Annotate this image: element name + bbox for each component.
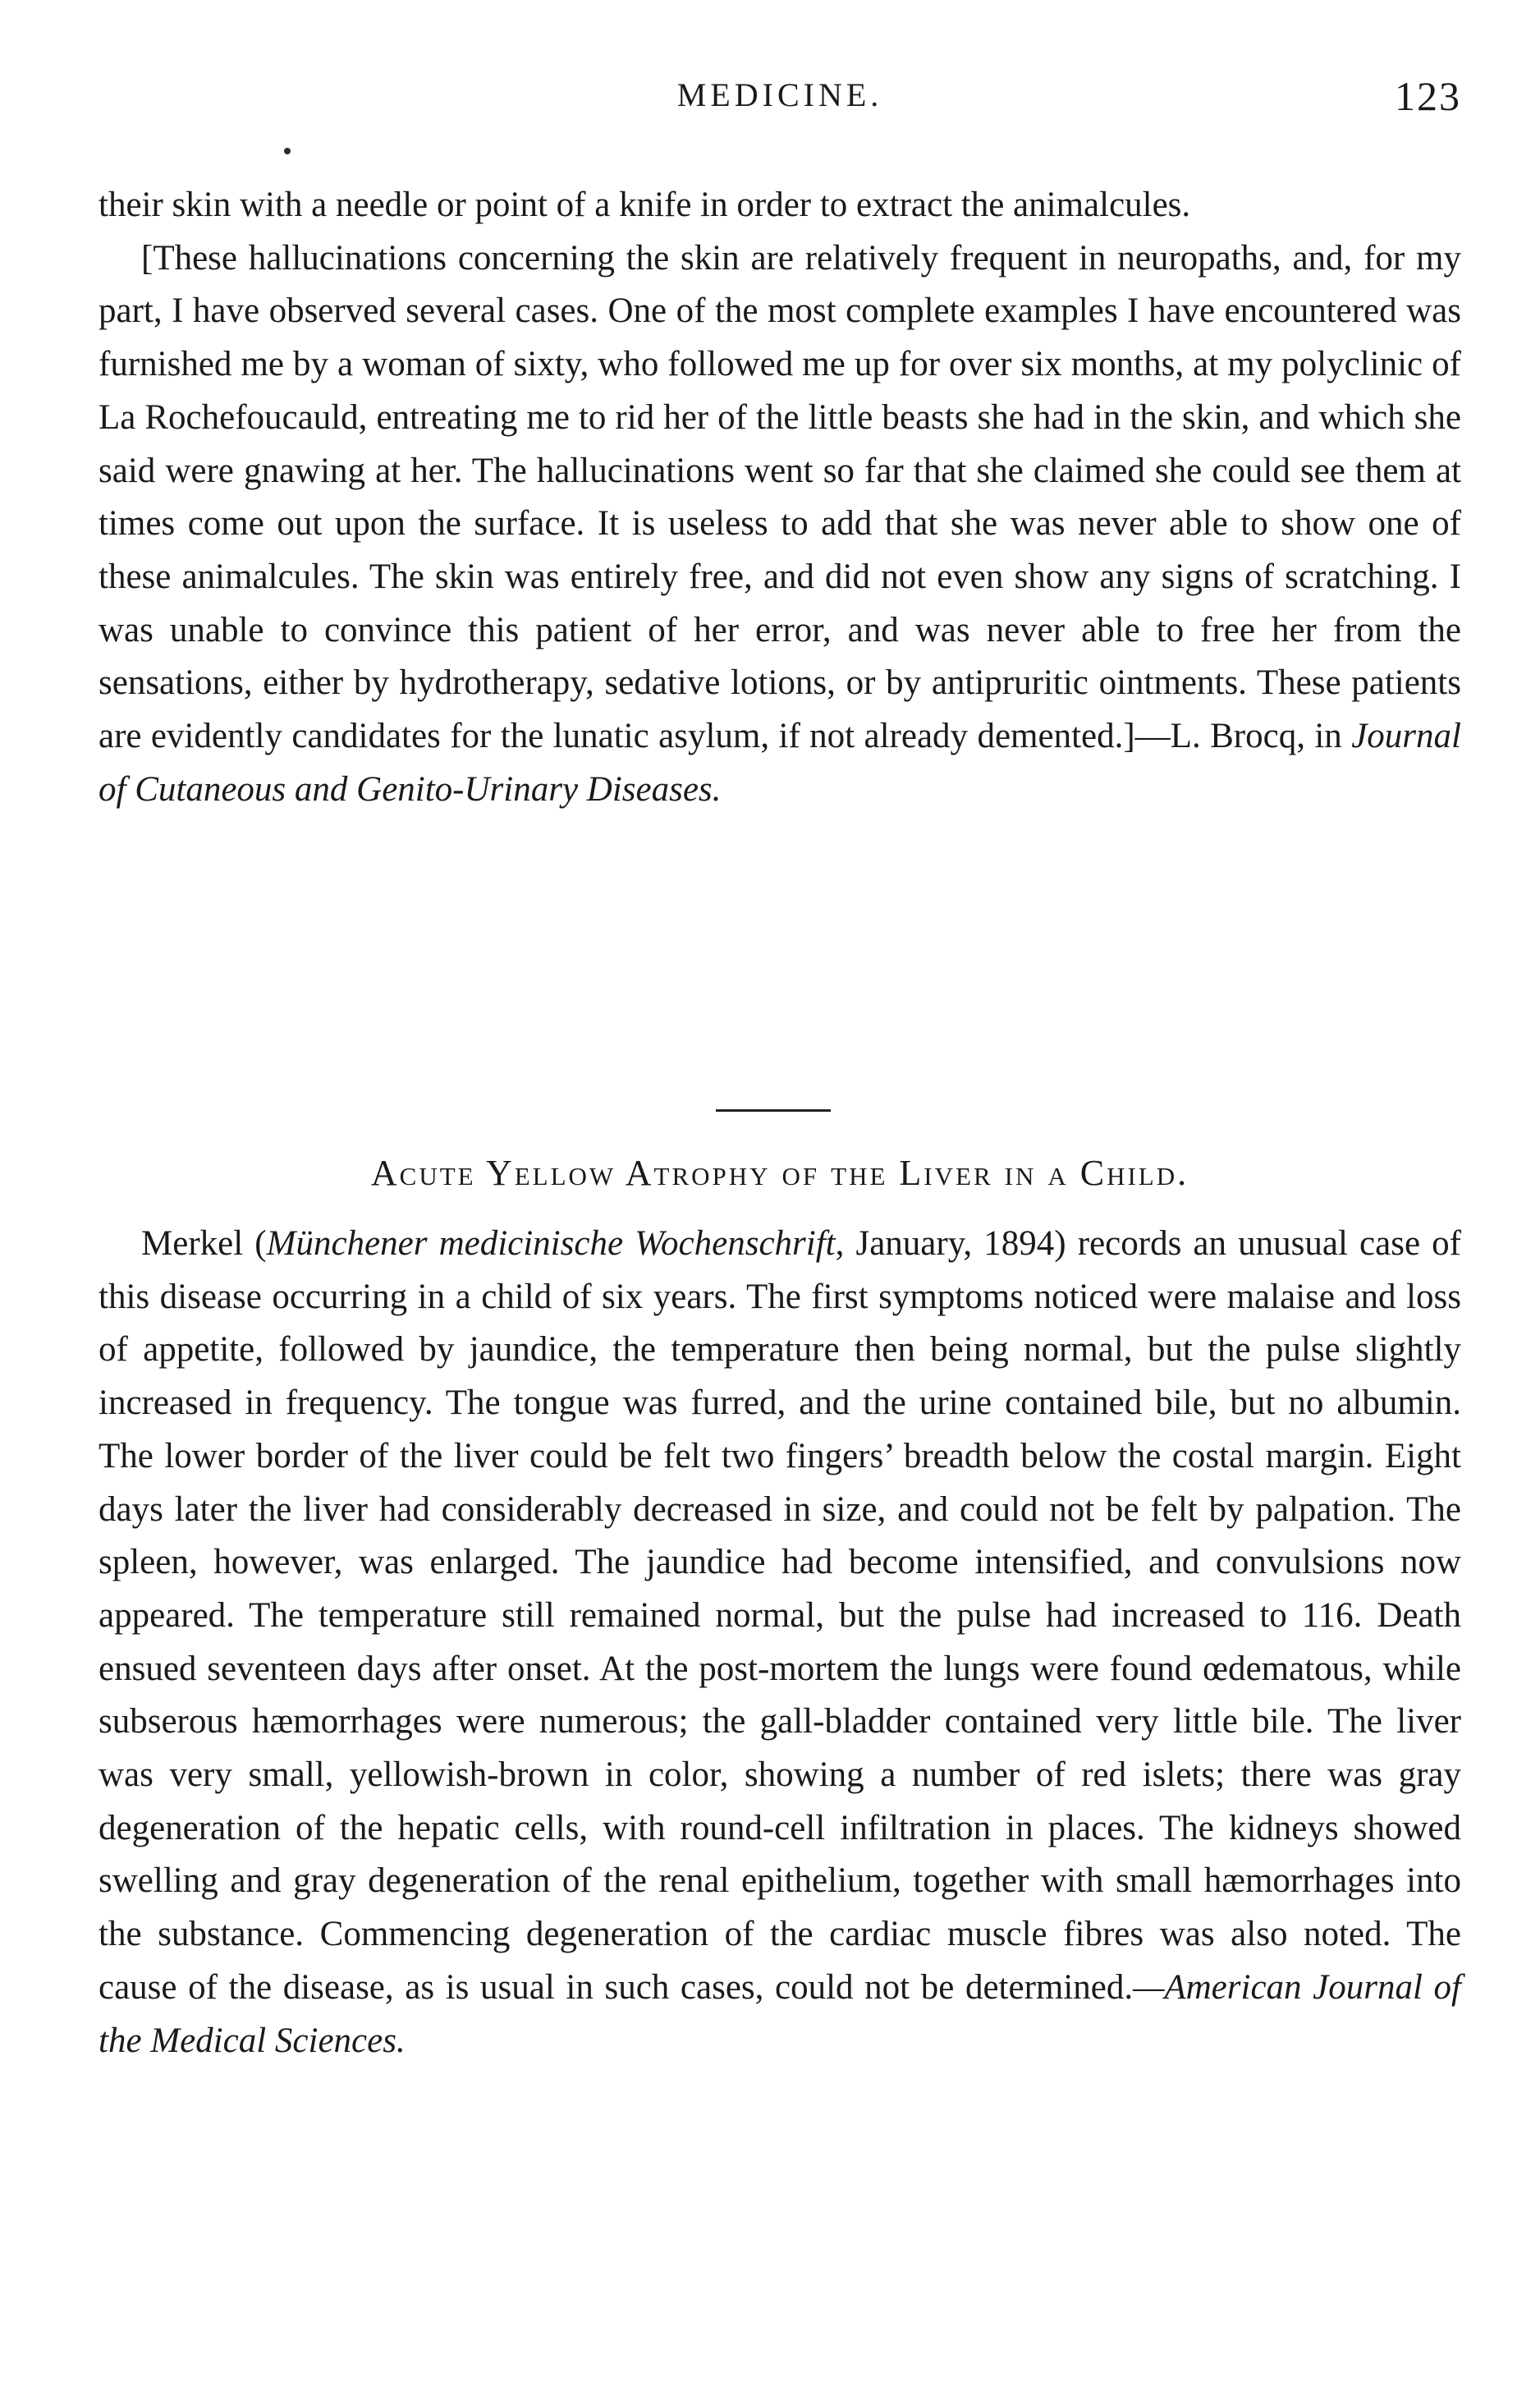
journal-title: Münchener medicinische Wochenschrift: [266, 1224, 836, 1263]
paragraph-continuation: [99, 179, 1461, 232]
running-header: [99, 73, 1461, 125]
running-title: MEDICINE.: [676, 76, 883, 113]
source-citation: Journal of Cutaneous and Genito-Urinary Diseases.: [99, 717, 1461, 809]
paragraph-merkel-case: [99, 1218, 1461, 2067]
paragraph-brocq-note: [99, 232, 1461, 817]
page-number: 123: [1395, 73, 1461, 119]
paragraph-lead: Merkel (: [141, 1224, 267, 1263]
ink-speck: [284, 148, 291, 154]
continued-article: [99, 179, 1461, 816]
paragraph-text: their skin with a needle or point of a knife in order to extract the animalcules.: [99, 186, 1191, 224]
paragraph-text: [These hallucinations concerning the skin are relatively frequent in neuropaths, and, for my part, I have observed several cases. One of the most complete examples I have encountered was furnished me by a woman of sixty, who followed me up for over six months, at my polyclinic of La Rochefoucauld, entreating me to rid her of the little beasts she had in the skin, and which she said were gnawing at her. The hallucinations went so far that she claimed she could see them at times come out upon the surface. It is useless to add that she was never able to show one of these animalcules. The skin was entirely free, and did not even show any signs of scratching. I was unable to convince this patient of her error, and was never able to free her from the sensations, either by hydrotherapy, sedative lotions, or by antipruritic ointments. These patients are evidently candidates for the lunatic asylum, if not already demented.]—L. Brocq, in: [99, 238, 1461, 756]
section-heading: Acute Yellow Atrophy of the Liver in a Child.: [370, 1153, 1189, 1193]
paragraph-text: , January, 1894) records an unusual case of this disease occurring in a child of six years. The first symptoms noticed were malaise and loss of appetite, followed by jaundice, the temperature then being normal, but the pulse slightly increased in frequency. The tongue was furred, and the urine contained bile, but no albumin. The lower border of the liver could be felt two fingers’ breadth below the costal margin. Eight days later the liver had considerably decreased in size, and could not be felt by palpation. The spleen, however, was enlarged. The jaundice had become intensified, and convulsions now appeared. The temperature still remained normal, but the pulse had increased to 116. Death ensued seventeen days after onset. At the post-mortem the lungs were found œdematous, while subserous hæmorrhages were numerous; the gall-bladder contained very little bile. The liver was very small, yellowish-brown in color, showing a number of red islets; there was gray degeneration of the hepatic cells, with round-cell infiltration in places. The kidneys showed swelling and gray degeneration of the renal epithelium, together with small hæmorrhages into the substance. Commencing degeneration of the cardiac muscle fibres was also noted. The cause of the disease, as is usual in such cases, could not be determined.: [99, 1224, 1461, 2007]
source-citation: —American Journal of the Medical Sciences.: [99, 1967, 1461, 2060]
article-body: [99, 1218, 1461, 2067]
section-divider: [716, 1109, 831, 1112]
